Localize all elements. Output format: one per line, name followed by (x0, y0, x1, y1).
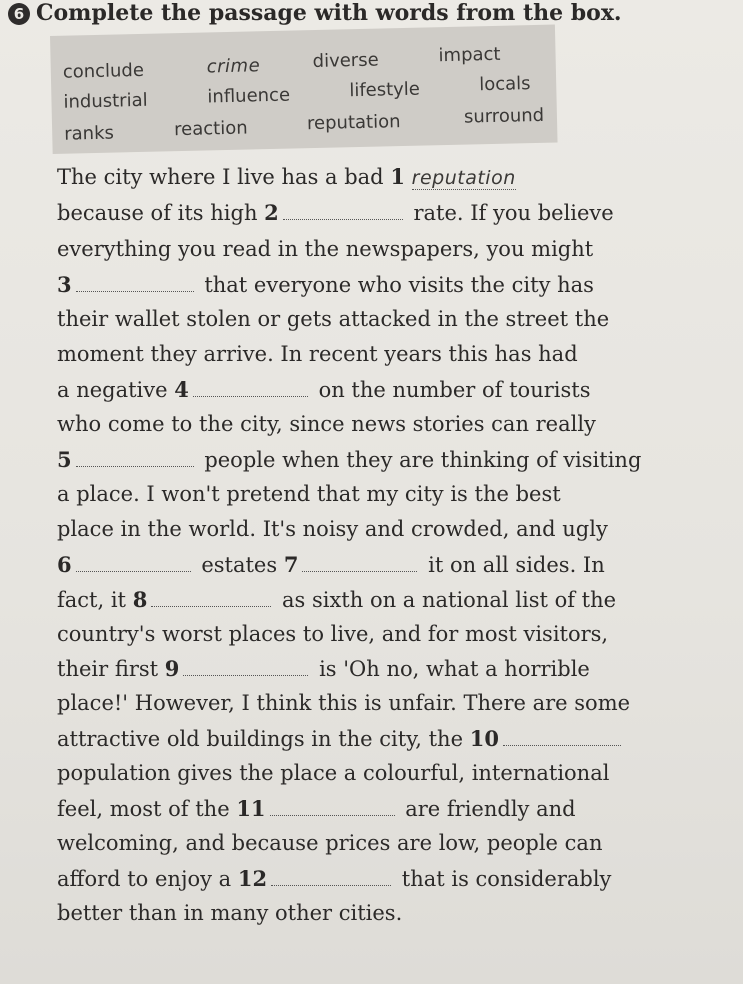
passage-text: The city where I live has a bad (57, 165, 384, 189)
blank-number: 9 (164, 656, 180, 681)
blank-4[interactable] (193, 378, 308, 397)
filled-answer-1: reputation (411, 167, 516, 189)
passage-text: moment they arrive. In recent years this has had (57, 342, 578, 366)
word-box-item: impact (438, 43, 501, 67)
word-box-item: reaction (173, 117, 248, 141)
passage-line (57, 272, 594, 308)
passage-line (57, 447, 641, 483)
passage-text: a negative (57, 378, 168, 402)
exercise-instruction: Complete the passage with words from the box. (36, 0, 622, 26)
passage-text: place in the world. It's noisy and crowded, and ugly (57, 517, 608, 541)
passage-line (57, 691, 630, 727)
passage-line (57, 866, 611, 902)
passage-text: place!' However, I think this is unfair. There are some (57, 691, 631, 715)
passage-line (57, 200, 614, 236)
passage-text: population gives the place a colourful, international (57, 761, 610, 785)
exercise-heading (8, 0, 622, 26)
passage-text: their wallet stolen or gets attacked in the street the (57, 307, 610, 331)
passage-text: who come to the city, since news stories can really (57, 412, 596, 436)
passage-line (57, 517, 608, 553)
blank-2[interactable] (283, 201, 403, 220)
passage-line (57, 901, 402, 937)
blank-3[interactable] (76, 273, 194, 292)
passage-text: that everyone who visits the city has (204, 273, 594, 297)
passage-line (57, 412, 596, 448)
word-box-item: surround (463, 104, 545, 128)
word-box-item: crime (206, 55, 261, 78)
passage-line (57, 342, 578, 378)
word-box-item: diverse (312, 49, 379, 73)
passage-text: country's worst places to live, and for most visitors, (57, 622, 609, 646)
passage-line (57, 761, 609, 797)
passage-line (57, 482, 561, 518)
blank-7[interactable] (302, 553, 417, 572)
blank-number: 12 (237, 866, 268, 891)
passage-line (57, 237, 593, 273)
passage-text: is 'Oh no, what a horrible (319, 657, 590, 681)
passage-text: estates (201, 553, 278, 577)
blank-6[interactable] (76, 553, 191, 572)
blank-number: 2 (264, 200, 279, 225)
word-box-item: conclude (62, 59, 145, 83)
passage-text: feel, most of the (57, 797, 230, 821)
word-box-item: reputation (306, 111, 401, 135)
exercise-number-badge: 6 (8, 3, 30, 25)
passage-text: because of its high (57, 201, 258, 225)
passage-text: are friendly and (405, 797, 576, 821)
word-box-item: locals (478, 73, 531, 96)
passage-line (57, 656, 590, 692)
passage-text: attractive old buildings in the city, the (57, 727, 464, 751)
word-box (50, 25, 558, 154)
blank-number: 4 (174, 377, 189, 402)
word-box-item: ranks (63, 122, 115, 145)
blank-11[interactable] (270, 797, 395, 816)
blank-10[interactable] (503, 727, 621, 746)
passage-line (57, 307, 609, 343)
blank-number: 7 (283, 552, 299, 577)
passage-text: welcoming, and because prices are low, people can (57, 831, 603, 855)
passage-line (57, 622, 608, 658)
passage-line (57, 164, 516, 200)
passage-line (57, 552, 605, 588)
blank-number: 11 (236, 796, 266, 821)
passage-text: as sixth on a national list of the (282, 588, 617, 612)
word-box-item: industrial (63, 89, 148, 113)
passage-text: people when they are thinking of visiting (204, 448, 642, 472)
blank-number: 3 (57, 272, 72, 297)
blank-8[interactable] (151, 588, 271, 607)
passage-text: afford to enjoy a (57, 867, 232, 891)
word-box-item: influence (207, 84, 291, 108)
passage-text: fact, it (57, 588, 126, 612)
passage-text: it on all sides. In (428, 553, 605, 577)
passage-text: rate. If you believe (413, 201, 614, 225)
passage-line (57, 726, 625, 762)
passage-text: a place. I won't pretend that my city is the best (57, 482, 561, 506)
blank-number: 1 (390, 164, 405, 189)
passage-line (57, 831, 602, 867)
passage-text: that is considerably (401, 867, 612, 891)
passage-line (57, 377, 590, 413)
blank-number: 6 (57, 552, 72, 577)
passage-text: everything you read in the newspapers, you might (57, 237, 594, 261)
blank-number: 10 (469, 726, 499, 751)
blank-12[interactable] (271, 867, 391, 886)
blank-9[interactable] (183, 657, 308, 676)
passage-text: their first (57, 657, 159, 681)
blank-5[interactable] (76, 448, 194, 467)
passage-line (57, 587, 616, 623)
blank-number: 5 (57, 447, 72, 472)
passage-text: better than in many other cities. (57, 901, 403, 925)
blank-number: 8 (132, 587, 148, 612)
passage-text: on the number of tourists (318, 378, 591, 402)
passage-line (57, 796, 576, 832)
word-box-item: lifestyle (349, 78, 421, 102)
